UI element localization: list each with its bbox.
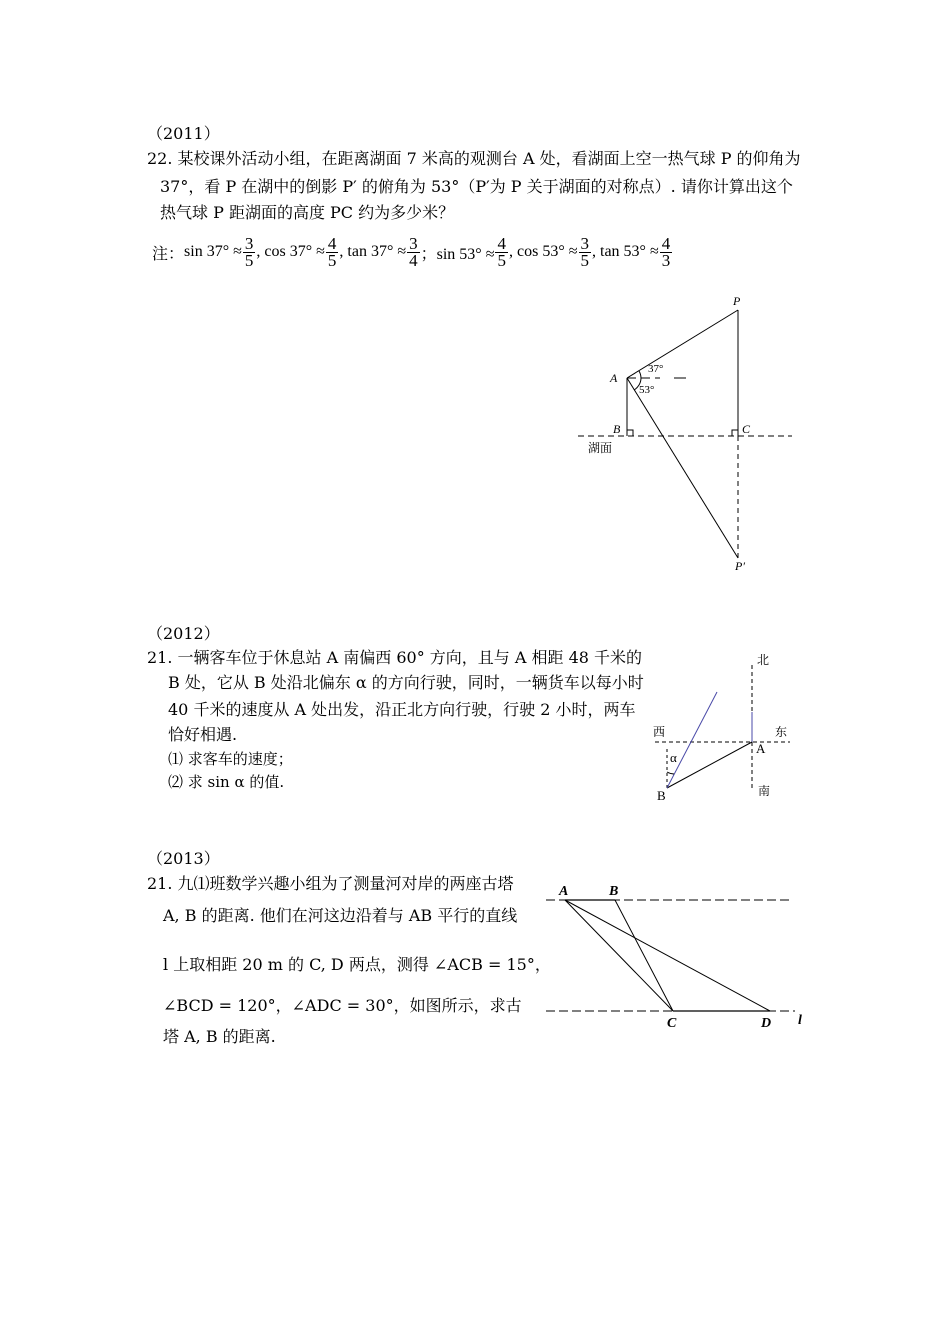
label-A: A (610, 371, 618, 385)
line-AC (565, 900, 673, 1011)
year-2013: （2013） (147, 849, 220, 868)
note-tan53: , tan 53° ≈ (592, 243, 659, 260)
right-angle-C (732, 430, 738, 436)
label-alpha: α (670, 750, 677, 765)
note-tan37: , tan 37° ≈ (339, 243, 407, 260)
label-A: A (756, 741, 766, 756)
problem-2013-line4: ∠BCD = 120°，∠ADC = 30°，如图所示，求古 (163, 996, 522, 1015)
label-P-prime: P′ (735, 559, 745, 573)
problem-2011-line2: 37°，看 P 在湖中的倒影 P′ 的俯角为 53°（P′为 P 关于湖面的对称点）. 请你计算出这个 (160, 177, 793, 196)
label-P: P (733, 294, 741, 308)
problem-2012-line4: 恰好相遇. (168, 725, 238, 744)
label-east: 东 (775, 725, 788, 739)
problem-2012-line2: B 处，它从 B 处沿北偏东 α 的方向行驶，同时，一辆货车以每小时 (168, 673, 644, 692)
problem-2012-q2: ⑵ 求 sin α 的值. (168, 773, 285, 791)
line-AP (627, 310, 738, 378)
label-C: C (667, 1016, 677, 1031)
label-37: 37° (648, 363, 664, 375)
label-53: 53° (639, 384, 655, 396)
fraction-4-5: $\frac{4}{5}$ (327, 233, 337, 270)
problem-2012-line1: 21. 一辆客车位于休息站 A 南偏西 60° 方向，且与 A 相距 48 千米的 (147, 648, 643, 667)
right-angle-B (627, 430, 633, 436)
year-2012: （2012） (147, 624, 220, 643)
arc-37 (639, 371, 641, 378)
note-sin53: ；sin 53° ≈ (420, 245, 495, 263)
problem-2013-line5: 塔 A, B 的距离. (163, 1027, 276, 1046)
year-2011: （2011） (147, 124, 220, 143)
line-AD (565, 900, 770, 1011)
problem-2011-line1: 22. 某校课外活动小组，在距离湖面 7 米高的观测台 A 处，看湖面上空一热气球 P 的仰角为 (147, 149, 801, 168)
problem-2013-line2: A, B 的距离. 他们在河这边沿着与 AB 平行的直线 (163, 906, 518, 925)
line-BA (667, 742, 752, 788)
label-B: B (657, 788, 666, 803)
trig-note (152, 228, 673, 276)
problem-2012-q1: ⑴ 求客车的速度； (168, 750, 293, 768)
label-west: 西 (653, 725, 666, 739)
note-cos37: , cos 37° ≈ (256, 243, 325, 260)
fraction-3-4: $\frac{3}{4}$ (409, 233, 418, 270)
label-A: A (559, 884, 569, 899)
fraction-4-5b: $\frac{4}{5}$ (497, 233, 506, 270)
fraction-3-5: $\frac{3}{5}$ (244, 233, 254, 270)
note-cos53: , cos 53° ≈ (508, 243, 578, 260)
label-B: B (613, 422, 621, 436)
label-C: C (742, 422, 751, 436)
problem-2011-line3: 热气球 P 距湖面的高度 PC 约为多少米？ (160, 203, 455, 222)
label-B: B (609, 884, 619, 899)
line-APp (627, 378, 738, 558)
label-north: 北 (757, 653, 770, 667)
figure-2013 (540, 878, 810, 1038)
label-D: D (761, 1016, 772, 1031)
label-l: l (798, 1013, 802, 1028)
fraction-4-3: $\frac{4}{3}$ (661, 233, 671, 270)
fraction-3-5b: $\frac{3}{5}$ (580, 233, 589, 270)
label-south: 南 (758, 784, 771, 798)
label-lake: 湖面 (588, 441, 613, 455)
line-BC (615, 900, 673, 1011)
bus-path (667, 692, 717, 788)
problem-2013-line3: l 上取相距 20 m 的 C, D 两点，测得 ∠ACB = 15°， (163, 955, 551, 974)
figure-2011 (570, 290, 810, 580)
figure-2012 (645, 650, 795, 805)
problem-2012-line3: 40 千米的速度从 A 处出发，沿正北方向行驶，行驶 2 小时，两车 (168, 700, 636, 719)
note-sin37: sin 37° ≈ (184, 243, 242, 260)
arc-alpha (667, 772, 674, 774)
problem-2013-line1: 21. 九⑴班数学兴趣小组为了测量河对岸的两座古塔 (147, 874, 514, 893)
note-label: 注： (152, 243, 185, 263)
